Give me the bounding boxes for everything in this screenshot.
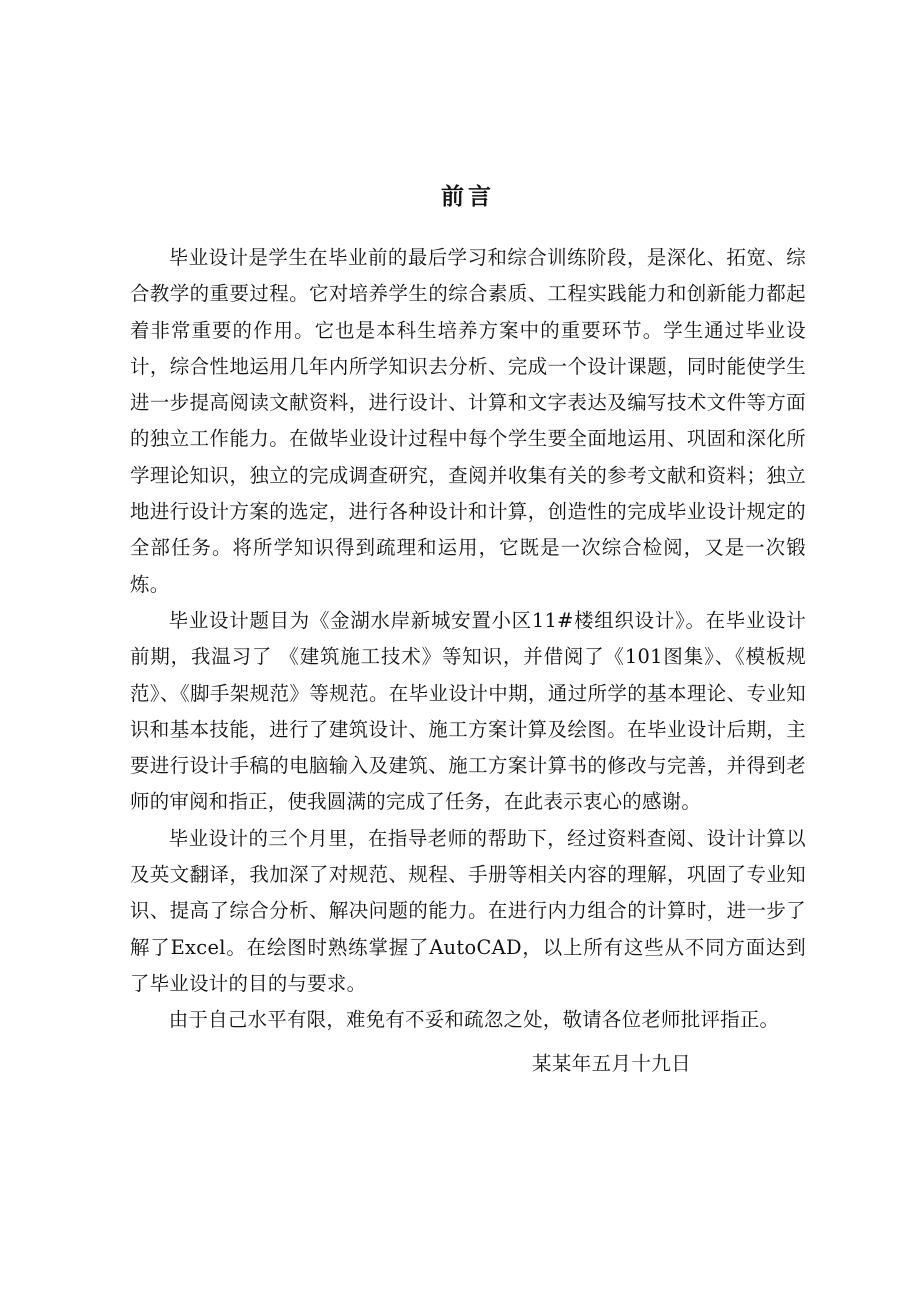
paragraph-1: 毕业设计是学生在毕业前的最后学习和综合训练阶段，是深化、拓宽、综合教学的重要过程。它对培养学生的综合素质、工程实践能力和创新能力都起着非常重要的作用。它也是本科生培养方案中的重要环节。学生通过毕业设计，综合性地运用几年内所学知识去分析、完成一个设计课题，同时能使学生进一步提高阅读文献资料，进行设计、计算和文字表达及编写技术文件等方面的独立工作能力。在做毕业设计过程中每个学生要全面地运用、巩固和深化所学理论知识，独立的完成调查研究，查阅并收集有关的参考文献和资料；独立地进行设计方案的选定，进行各种设计和计算，创造性的完成毕业设计规定的全部任务。将所学知识得到疏理和运用，它既是一次综合检阅，又是一次锻炼。 — [130, 246, 806, 596]
paragraph-4: 由于自己水平有限，难免有不妥和疏忽之处，敬请各位老师批评指正。 — [168, 1008, 780, 1032]
signature-date: 某某年五月十九日 — [532, 1052, 692, 1075]
paragraph-3: 毕业设计的三个月里，在指导老师的帮助下，经过资料查阅、设计计算以及英文翻译，我加深了对规范、规程、手册等相关内容的理解，巩固了专业知识、提高了综合分析、解决问题的能力。在进行内力组合的计算时，进一步了解了Excel。在绘图时熟练掌握了AutoCAD，以上所有这些从不同方面达到了毕业设计的目的与要求。 — [130, 826, 806, 995]
paragraph-2: 毕业设计题目为《金湖水岸新城安置小区11#楼组织设计》。在毕业设计前期，我温习了 《建筑施工技术》等知识，并借阅了《101图集》、《模板规范》、《脚手架规范》等规范。在毕业设计中期，通过所学的基本理论、专业知识和基本技能，进行了建筑设计、施工方案计算及绘图。在毕业设计后期，主要进行设计手稿的电脑输入及建筑、施工方案计算书的修改与完善，并得到老师的审阅和指正，使我圆满的完成了任务，在此表示衷心的感谢。 — [130, 608, 806, 814]
page-title: 前言 — [441, 184, 495, 210]
preface-body — [130, 240, 806, 1039]
